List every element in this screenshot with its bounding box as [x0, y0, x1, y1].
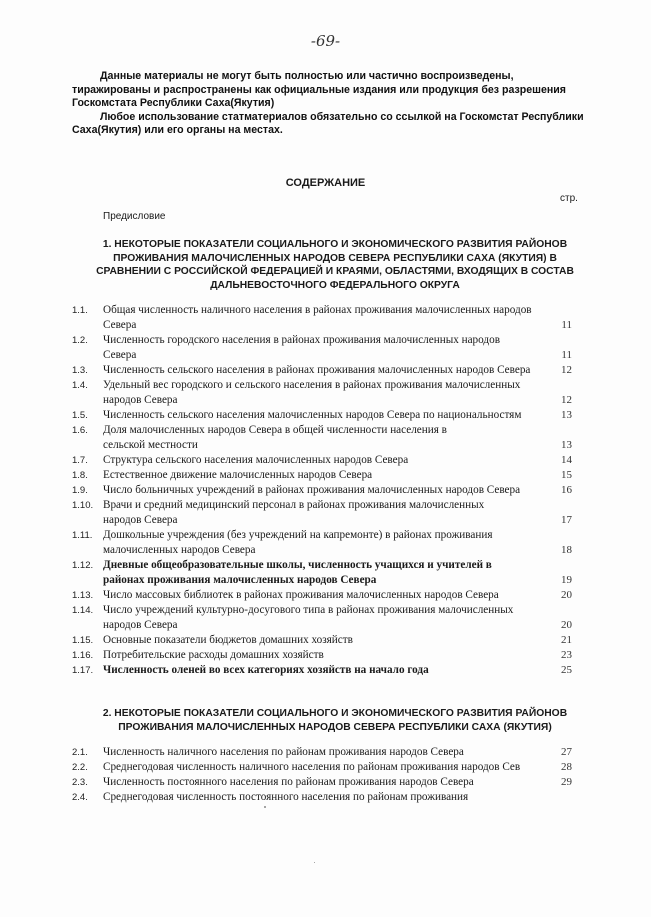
- item-page: 23: [561, 649, 572, 661]
- item-number: 1.9.: [72, 485, 88, 496]
- item-page: 11: [561, 319, 572, 331]
- toc-item: [72, 558, 582, 588]
- toc-item: [72, 633, 582, 648]
- item-page: 11: [561, 349, 572, 361]
- notice-paragraph-2: Любое использование статматериалов обязательно со ссылкой на Госкомстат Республики Саха(Якутия) или его органы на местах.: [72, 110, 584, 136]
- toc-item: [72, 588, 582, 603]
- toc-item: [72, 408, 582, 423]
- item-page: 16: [561, 484, 572, 496]
- item-page: 14: [561, 454, 572, 466]
- item-number: 1.3.: [72, 365, 88, 376]
- section-1-heading: 1. НЕКОТОРЫЕ ПОКАЗАТЕЛИ СОЦИАЛЬНОГО И ЭКОНОМИЧЕСКОГО РАЗВИТИЯ РАЙОНОВ ПРОЖИВАНИЯ МАЛОЧИСЛЕННЫХ НАРОДОВ СЕВЕРА РЕСПУБЛИКИ САХА (ЯКУТИЯ) В СРАВНЕНИИ С РОССИЙСКОЙ ФЕДЕРАЦИЕЙ И КРАЯМИ, ОБЛАСТЯМИ, ВХОДЯЩИХ В СОСТАВ ДАЛЬНЕВОСТОЧНОГО ФЕДЕРАЛЬНОГО ОКРУГА: [96, 239, 574, 291]
- item-title: Численность оленей во всех категориях хозяйств на начало года: [103, 664, 429, 676]
- item-number: 1.5.: [72, 410, 88, 421]
- item-title: Доля малочисленных народов Севера в общей численности населения в сельской местности: [103, 424, 447, 451]
- item-number: 1.6.: [72, 425, 88, 436]
- toc-item: [72, 468, 582, 483]
- toc-item: [72, 760, 582, 775]
- toc-item: [72, 528, 582, 558]
- item-number: 2.4.: [72, 792, 88, 803]
- item-number: 2.1.: [72, 747, 88, 758]
- item-number: 1.2.: [72, 335, 88, 346]
- item-page: 18: [561, 544, 572, 556]
- scan-speck: [314, 862, 315, 863]
- item-page: 27: [561, 746, 572, 758]
- item-number: 2.3.: [72, 777, 88, 788]
- notice-paragraph-1: Данные материалы не могут быть полностью или частично воспроизведены, тиражированы и распространены как официальные издания или продукция без разрешения Госкомстата Республики Саха(Якутия): [72, 70, 566, 109]
- item-title: Структура сельского населения малочисленных народов Севера: [103, 454, 409, 466]
- item-page: 29: [561, 776, 572, 788]
- item-title: Среднегодовая численность постоянного населения по районам проживания: [103, 791, 469, 803]
- page-number: -69-: [310, 32, 341, 50]
- toc-item: [72, 498, 582, 528]
- item-page: 13: [561, 409, 572, 421]
- item-title: Численность сельского населения в районах проживания малочисленных народов Севера: [103, 364, 531, 376]
- item-number: 1.10.: [72, 500, 94, 511]
- item-title: Дневные общеобразовательные школы, численность учащихся и учителей в районах проживания малочисленных народов Севера: [103, 559, 492, 586]
- item-page: 15: [561, 469, 572, 481]
- item-page: 12: [561, 394, 572, 406]
- toc-item: [72, 663, 582, 678]
- item-page: 12: [561, 364, 572, 376]
- item-page: 20: [561, 619, 572, 631]
- toc-item: [72, 775, 582, 790]
- section-1-list: [72, 303, 582, 678]
- toc-item: [72, 648, 582, 663]
- item-page: 19: [561, 574, 572, 586]
- toc-item: [72, 423, 582, 453]
- toc-item: [72, 453, 582, 468]
- item-number: 1.7.: [72, 455, 88, 466]
- item-number: 2.2.: [72, 762, 88, 773]
- item-number: 1.11.: [72, 530, 93, 541]
- toc-item: [72, 745, 582, 760]
- item-title: Дошкольные учреждения (без учреждений на капремонте) в районах проживания малочисленных народов Севера: [103, 529, 493, 556]
- item-number: 1.16.: [72, 650, 94, 661]
- item-title: Численность наличного населения по районам проживания народов Севера: [103, 746, 464, 758]
- toc-item: [72, 333, 582, 363]
- item-title: Численность сельского населения малочисленных народов Севера по национальностям: [103, 409, 522, 421]
- item-title: Среднегодовая численность наличного населения по районам проживания народов Сев: [103, 761, 521, 773]
- item-title: Основные показатели бюджетов домашних хозяйств: [103, 634, 353, 646]
- toc-preface: Предисловие: [103, 211, 166, 222]
- copyright-notice: [72, 70, 592, 138]
- item-page: 20: [561, 589, 572, 601]
- toc-item: [72, 378, 582, 408]
- scan-speck: [264, 806, 266, 808]
- section-2-heading: 2. НЕКОТОРЫЕ ПОКАЗАТЕЛИ СОЦИАЛЬНОГО И ЭКОНОМИЧЕСКОГО РАЗВИТИЯ РАЙОНОВ ПРОЖИВАНИЯ МАЛОЧИСЛЕННЫХ НАРОДОВ СЕВЕРА РЕСПУБЛИКИ САХА (ЯКУТИЯ): [102, 708, 568, 733]
- item-page: 25: [561, 664, 572, 676]
- item-number: 1.12.: [72, 560, 94, 571]
- item-number: 1.17.: [72, 665, 94, 676]
- toc-item: [72, 363, 582, 378]
- item-title: Удельный вес городского и сельского населения в районах проживания малочисленных народов Севера: [103, 379, 521, 406]
- item-title: Численность постоянного населения по районам проживания народов Севера: [103, 776, 474, 788]
- toc-item: [72, 790, 582, 805]
- item-page: 21: [561, 634, 572, 646]
- item-title: Врачи и средний медицинский персонал в районах проживания малочисленных народов Севера: [103, 499, 485, 526]
- item-title: Общая численность наличного населения в районах проживания малочисленных народов Севера: [103, 304, 532, 331]
- item-title: Число больничных учреждений в районах проживания малочисленных народов Севера: [103, 484, 521, 496]
- item-number: 1.8.: [72, 470, 88, 481]
- item-title: Естественное движение малочисленных народов Севера: [103, 469, 373, 481]
- toc-item: [72, 483, 582, 498]
- item-number: 1.4.: [72, 380, 88, 391]
- toc-item: [72, 303, 582, 333]
- item-number: 1.13.: [72, 590, 94, 601]
- item-page: 17: [561, 514, 572, 526]
- item-title: Число массовых библиотек в районах проживания малочисленных народов Севера: [103, 589, 499, 601]
- section-2-list: [72, 745, 582, 805]
- item-number: 1.1.: [72, 305, 88, 316]
- item-number: 1.15.: [72, 635, 94, 646]
- item-title: Численность городского населения в районах проживания малочисленных народов Севера: [103, 334, 500, 361]
- item-page: 13: [561, 439, 572, 451]
- toc-title: СОДЕРЖАНИЕ: [285, 177, 366, 189]
- item-page: 28: [561, 761, 572, 773]
- page-column-label: стр.: [560, 193, 578, 204]
- item-number: 1.14.: [72, 605, 94, 616]
- item-title: Потребительские расходы домашних хозяйств: [103, 649, 324, 661]
- item-title: Число учреждений культурно-досугового типа в районах проживания малочисленных народов Севера: [103, 604, 514, 631]
- toc-item: [72, 603, 582, 633]
